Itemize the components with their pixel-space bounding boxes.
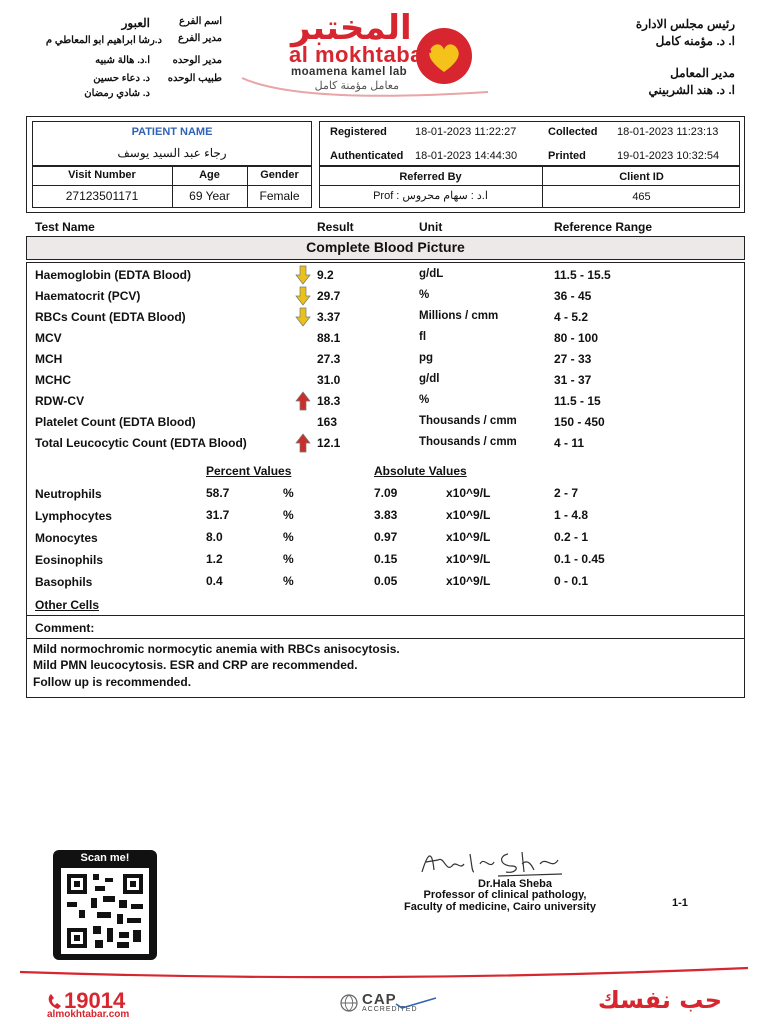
diff-absolute-unit: x10^9/L — [446, 574, 491, 588]
test-unit: Thousands / cmm — [419, 436, 517, 448]
low-flag-arrow-icon — [295, 286, 311, 306]
branch-manager-value: د.رشا ابراهيم ابو المعاطي م — [45, 35, 162, 46]
test-unit: % — [419, 289, 430, 301]
age-value: 69 Year — [189, 189, 230, 203]
printed-label: Printed — [548, 150, 586, 162]
diff-percent-unit: % — [283, 574, 294, 588]
diff-name: Eosinophils — [35, 553, 104, 567]
diff-range: 0.1 - 0.45 — [554, 552, 605, 566]
test-range: 31 - 37 — [554, 373, 592, 387]
branch-value: العبور — [121, 16, 150, 30]
low-flag-arrow-icon — [295, 307, 311, 327]
comment-line: Mild normochromic normocytic anemia with RBCs anisocytosis. — [33, 642, 400, 656]
client-id-label: Client ID — [619, 171, 664, 183]
diff-percent: 31.7 — [206, 508, 230, 522]
col-result: Result — [317, 220, 354, 234]
test-name: Platelet Count (EDTA Blood) — [35, 415, 196, 429]
diff-absolute-unit: x10^9/L — [446, 552, 491, 566]
diff-absolute: 7.09 — [374, 486, 398, 500]
client-id-value: 465 — [632, 191, 651, 203]
logo-subtitle-ar: معامل مؤمنة كامل — [314, 80, 399, 92]
test-range: 150 - 450 — [554, 415, 605, 429]
test-unit: % — [419, 394, 430, 406]
diff-absolute-unit: x10^9/L — [446, 486, 491, 500]
collected-label: Collected — [548, 126, 598, 138]
test-range: 4 - 11 — [554, 436, 585, 450]
test-range: 4 - 5.2 — [554, 310, 589, 324]
col-unit: Unit — [419, 220, 443, 234]
doctor-title: Professor of clinical pathology, — [423, 889, 587, 901]
diff-name: Monocytes — [35, 531, 98, 545]
test-name: Total Leucocytic Count (EDTA Blood) — [35, 436, 247, 450]
test-result: 9.2 — [317, 268, 334, 282]
patient-name-label: PATIENT NAME — [131, 126, 213, 138]
diff-percent-unit: % — [283, 486, 294, 500]
divider — [26, 615, 745, 616]
test-result: 27.3 — [317, 352, 341, 366]
test-range: 27 - 33 — [554, 352, 592, 366]
absolute-values-header: Absolute Values — [374, 464, 467, 478]
test-unit: fl — [419, 331, 427, 343]
diff-percent-unit: % — [283, 530, 294, 544]
test-name: Haematocrit (PCV) — [35, 289, 141, 303]
test-result: 18.3 — [317, 394, 341, 408]
unit-doctor-label: طبيب الوحده — [167, 73, 222, 84]
col-test-name: Test Name — [35, 220, 95, 234]
logo-english: al mokhtabar — [289, 42, 432, 67]
diff-percent-unit: % — [283, 552, 294, 566]
test-unit: g/dL — [419, 268, 444, 280]
diff-name: Neutrophils — [35, 487, 102, 501]
diff-range: 0.2 - 1 — [554, 530, 589, 544]
chairman-label: رئيس مجلس الادارة — [635, 17, 735, 31]
test-result: 31.0 — [317, 373, 341, 387]
hotline-number: 19014 — [64, 988, 126, 1013]
divider — [319, 185, 740, 186]
comment-line: Follow up is recommended. — [33, 675, 192, 689]
diff-name: Basophils — [35, 575, 93, 589]
doctor-name: Dr.Hala Sheba — [478, 878, 552, 890]
branch-manager-label: مدير الفرع — [177, 33, 222, 44]
test-unit: Thousands / cmm — [419, 415, 517, 427]
test-range: 80 - 100 — [554, 331, 599, 345]
test-name: Haemoglobin (EDTA Blood) — [35, 268, 191, 282]
diff-percent: 1.2 — [206, 552, 223, 566]
qr-code-card[interactable] — [53, 850, 157, 960]
referred-by-label: Referred By — [399, 171, 462, 183]
diff-absolute: 3.83 — [374, 508, 398, 522]
percent-values-header: Percent Values — [206, 464, 292, 478]
results-box — [26, 262, 745, 698]
labs-director-name: ا. د. هند الشربيني — [648, 83, 735, 97]
unit-manager-value: ا.د. هالة شبيه — [95, 55, 150, 66]
labs-director-label: مدير المعامل — [670, 66, 735, 80]
high-flag-arrow-icon — [295, 433, 311, 453]
test-unit: Millions / cmm — [419, 310, 499, 322]
cap-check-icon — [394, 996, 438, 1010]
diff-absolute-unit: x10^9/L — [446, 530, 491, 544]
referred-by-value: Prof : ا.د : سهام محروس — [373, 190, 488, 202]
diff-absolute: 0.97 — [374, 530, 398, 544]
registered-label: Registered — [330, 126, 387, 138]
scan-me-label: Scan me! — [80, 852, 130, 864]
chairman-name: ا. د. مؤمنه كامل — [655, 34, 735, 48]
authenticated-value: 18-01-2023 14:44:30 — [415, 150, 518, 162]
other-cells-label: Other Cells — [35, 598, 100, 612]
visit-number: 27123501171 — [65, 189, 139, 203]
registered-value: 18-01-2023 11:22:27 — [415, 126, 517, 138]
test-name: MCV — [35, 331, 62, 345]
diff-absolute-unit: x10^9/L — [446, 508, 491, 522]
test-unit: pg — [419, 352, 434, 364]
test-name: MCH — [35, 352, 63, 366]
logo-subtitle: moamena kamel lab — [291, 66, 408, 78]
branch-name-label: اسم الفرع — [179, 16, 222, 27]
diff-range: 2 - 7 — [554, 486, 579, 500]
diff-range: 1 - 4.8 — [554, 508, 589, 522]
col-reference-range: Reference Range — [554, 220, 653, 234]
logo-arabic: المختبر — [291, 8, 412, 48]
test-range: 11.5 - 15.5 — [554, 268, 611, 282]
test-unit: g/dl — [419, 373, 440, 385]
test-result: 163 — [317, 415, 338, 429]
test-result: 12.1 — [317, 436, 341, 450]
test-name: RDW-CV — [35, 394, 85, 408]
signature-image — [418, 846, 566, 880]
diff-percent: 58.7 — [206, 486, 230, 500]
cap-globe-icon — [338, 993, 360, 1013]
cap-accredited: ACCREDITED — [362, 1006, 418, 1013]
diff-name: Lymphocytes — [35, 509, 112, 523]
test-result: 29.7 — [317, 289, 341, 303]
gender-value: Female — [259, 189, 300, 203]
patient-name: رجاء عبد السيد يوسف — [117, 146, 227, 160]
authenticated-label: Authenticated — [330, 150, 404, 162]
low-flag-arrow-icon — [295, 265, 311, 285]
divider — [26, 638, 745, 639]
test-range: 11.5 - 15 — [554, 394, 601, 408]
test-result: 3.37 — [317, 310, 341, 324]
unit-doctor-value: د. دعاء حسين — [93, 73, 150, 84]
slogan: حب نفسك — [597, 986, 722, 1014]
comment-label: Comment: — [35, 621, 95, 635]
website: almokhtabar.com — [47, 1009, 130, 1020]
age-label: Age — [199, 169, 220, 181]
test-result: 88.1 — [317, 331, 341, 345]
diff-absolute: 0.05 — [374, 574, 398, 588]
doctor-organization: Faculty of medicine, Cairo university — [404, 901, 596, 913]
gender-label: Gender — [260, 169, 299, 181]
logo-swoosh — [240, 74, 490, 100]
test-name: RBCs Count (EDTA Blood) — [35, 310, 186, 324]
high-flag-arrow-icon — [295, 391, 311, 411]
qr-code-icon — [61, 868, 149, 954]
diff-absolute: 0.15 — [374, 552, 398, 566]
printed-value: 19-01-2023 10:32:54 — [617, 150, 720, 162]
collected-value: 18-01-2023 11:23:13 — [617, 126, 719, 138]
test-range: 36 - 45 — [554, 289, 592, 303]
diff-percent: 8.0 — [206, 530, 223, 544]
unit-manager-label: مدير الوحده — [172, 55, 222, 66]
diff-range: 0 - 0.1 — [554, 574, 589, 588]
diff-percent-unit: % — [283, 508, 294, 522]
diff-percent: 0.4 — [206, 574, 223, 588]
visit-number-label: Visit Number — [68, 169, 136, 181]
test-name: MCHC — [35, 373, 71, 387]
section-title: Complete Blood Picture — [306, 239, 465, 255]
page-number: 1-1 — [672, 897, 688, 909]
cap-logo: CAP — [362, 991, 397, 1008]
comment-line: Mild PMN leucocytosis. ESR and CRP are recommended. — [33, 658, 358, 672]
unit-doctor2-value: د. شادي رمضان — [84, 88, 150, 99]
